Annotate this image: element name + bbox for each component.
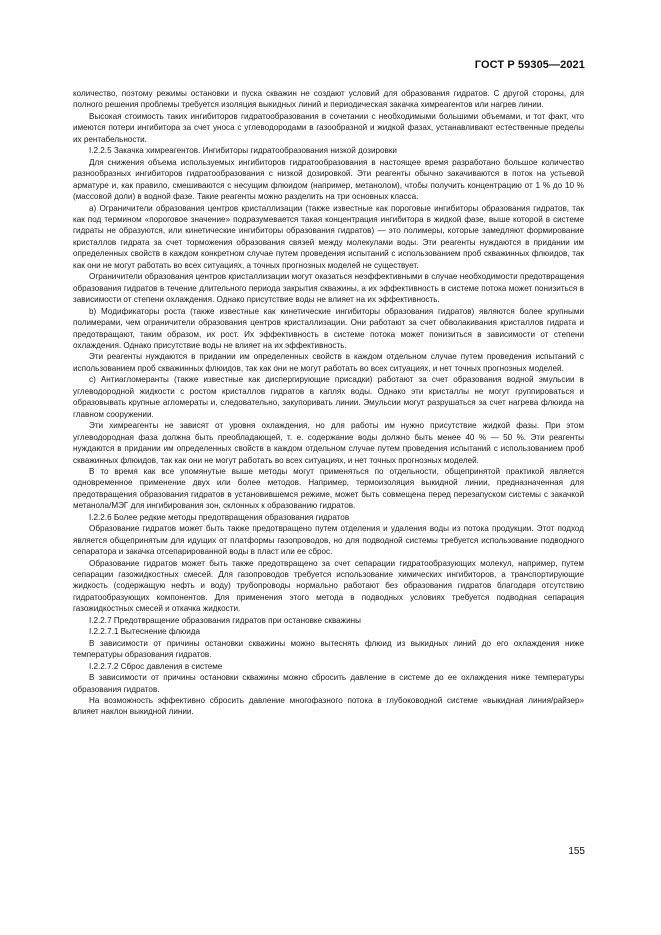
section-heading: I.2.2.7.2 Сброс давления в системе [89,661,223,671]
paragraph: Образование гидратов может быть также предотвращено за счет сепарации гидратообразующих молекул, например, путем сепарации газожидкостных смесей. Для газопроводов требуется использование химических ингибиторов, а транспортирующие жидкость (содержащую нефть и воду) трубопроводы нормально работают без образования гидратов благодаря отсутствию гидратообразующих компонентов. Для применения этого метода в подводных условиях требуется подводная сепарация газожидкостных смесей и откачка жидкости. [73,558,584,614]
section-heading: I.2.2.5 Закачка химреагентов. Ингибиторы гидратообразования низкой дозировки [89,146,397,156]
paragraph: В зависимости от причины остановки скважины можно сбросить давление в системе до ее охлаждения ниже температуры образования гидратов. [73,673,584,694]
paragraph: Эти реагенты нуждаются в придании им определенных свойств в каждом отдельном случае путем проведения испытаний с использованием проб скважинных флюидов, так как они не могут работать во всех ситуациях, и нет точных прогнозных моделей. [73,352,584,373]
list-item: b) Модификаторы роста (также известные как кинетические ингибиторы образования гидратов) являются более крупными полимерами, чем ограничители образования центров кристаллизации. Они работают за счет обволакивания кристаллов гидрата и предотвращают, таким образом, их рост. Их эффективность в системе потока может понизиться в зависимости от степени охлаждения. Однако присутствие воды не влияет на их эффективность. [73,306,584,350]
paragraph: Ограничители образования центров кристаллизации могут оказаться неэффективными в случае необходимости предотвращения образования гидратов в течение длительного периода закрытия скважины, а их эффективность в системе потока может понизиться в зависимости от степени охлаждения. Однако присутствие воды не влияет на их эффективность. [73,272,584,305]
paragraph: В зависимости от причины остановки скважины можно вытеснять флюид из выкидных линий до его охлаждения ниже температуры образования гидратов. [73,638,584,660]
page-number: 155 [568,846,585,857]
standard-designation: ГОСТ Р 59305—2021 [474,59,585,71]
list-item: а) Ограничители образования центров кристаллизации (также известные как пороговые ингибиторы образования гидратов, так как под термином «пороговое значение» подразумевается такая концентрация ингибитора в жидкой фазе, выше которой в системе гидраты не образуются, или кинетические ингибиторы образования гидратов) — это полимеры, которые замедляют формирование кристаллов гидрата за счет торможения образования связей между молекулами воды. Эти реагенты нуждаются в придании им определенных свойств в каждом конкретном случае путем проведения испытаний с использованием проб скважинных флюидов, так как они не могут работать во всех ситуациях, а точных прогнозных моделей не существует. [73,203,584,270]
paragraph: Образование гидратов может быть также предотвращено путем отделения и удаления воды из потока продукции. Этот подход является общепринятым для идущих от платформы газопроводов, но для подводной системы требуется использование подводного сепаратора и закачка отсепарированной воды в пласт или ее сброс. [73,524,584,557]
list-item: c) Антиагломеранты (также известные как диспергирующие присадки) работают за счет образования водной эмульсии в углеводородной жидкости с ростом кристаллов гидратов в каплях воды. Однако эти кристаллы не могут группироваться и образовывать крупные агломераты и, следовательно, закупоривать линии. Эмульсии могут разрушаться за счет нагрева флюида на главном сооружении. [73,375,584,419]
paragraph: В то время как все упомянутые выше методы могут применяться по отдельности, общепринятой практикой является одновременное применение двух или более методов. Например, термоизоляция выкидной линии, предназначенная для предотвращения образования гидратов в установившемся режиме, может быть совмещена перед перезапуском системы с закачкой метанола/МЭГ для ингибирования зон, склонных к образованию гидратов. [73,466,584,511]
section-heading: I.2.2.7.1 Вытеснение флюида [89,627,201,637]
paragraph: На возможность эффективно сбросить давление многофазного потока в глубоководной системе «выкидная линия/райзер» влияет наклон выкидной линии. [73,696,584,717]
paragraph: Для снижения объема используемых ингибиторов гидратообразования в настоящее время разработано большое количество разнообразных ингибиторов гидратообразования с низкой дозировкой. Эти реагенты обычно закачиваются в поток на устьевой арматуре и, как правило, смешиваются с несущим флюидом (например, метанолом), чтобы получить концентрацию от 1 % до 10 % (массовой доли) в водной фазе. Такие реагенты можно разделить на три основных класса. [73,157,584,202]
section-heading: I.2.2.6 Более редкие методы предотвращения образования гидратов [89,512,350,522]
paragraph: Высокая стоимость таких ингибиторов гидратообразования в сочетании с необходимыми большими объемами, и тот факт, что имеются потери ингибитора за счет уноса с углеводородами в газообразной и жидкой фазах, устанавливают естественные пределы их рентабельности. [73,111,584,144]
body-text [73,88,584,718]
paragraph: Эти химреагенты не зависят от уровня охлаждения, но для работы им нужно присутствие жидкой фазы. При этом углеводородная фаза должна быть преобладающей, т. е. содержание воды должно быть менее 40 % — 50 %. Эти реагенты нуждаются в придании им определенных свойств в каждом отдельном случае путем проведения испытаний с использованием проб скважинных флюидов, так как они не могут работать во всех ситуациях, и нет точных прогнозных моделей. [73,421,584,465]
section-heading: I.2.2.7 Предотвращение образования гидратов при остановке скважины [89,615,361,625]
paragraph: количество, поэтому режимы остановки и пуска скважин не создают условий для образования гидратов. С другой стороны, для полного решения проблемы требуется изоляция выкидных линий и периодическая закачка химреагентов или нагрев линии. [73,89,584,110]
